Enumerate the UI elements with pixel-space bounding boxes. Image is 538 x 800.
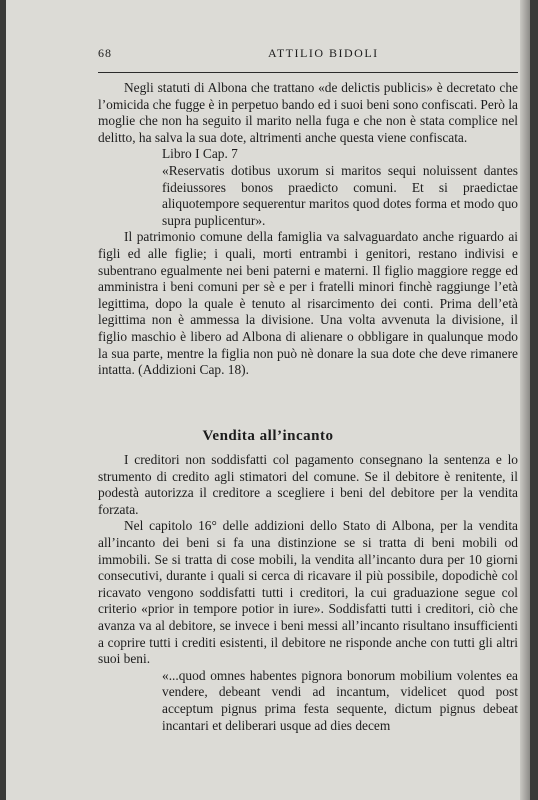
paragraph-creditori: I creditori non soddisfatti col pagamento consegnano la sentenza e lo strumento di credito agli stimatori del comune. Se il debitore è renitente, il podestà autorizza il creditore a scegliere i beni del debitore per la vendita forzata.: [98, 452, 518, 517]
paragraph-patrimonio: Il patrimonio comune della famiglia va salvaguardato anche riguardo ai figli ed alle figlie; i quali, morti entrambi i genitori, restano indivisi e subentrano egualmente nei beni paterni e materni. Il figlio maggiore regge ed amministra i beni comuni per sè e per i fratelli minori finchè raggiunge l’età legittima, dopo la quale è tenuto al risarcimento dei conti. Prima dell’età legittima non è ammessa la divisione. Una volta avvenuta la divisione, il figlio maschio è libero ad Albona di alienare o obbligare in qualunque modo la sua parte, mentre la figlia non può nè donare la sua dote che deve rimanere intatta. (Addizioni Cap. 18).: [98, 229, 518, 378]
latin-quote-2: «...quod omnes habentes pignora bonorum mobilium volentes ea vendere, debeant vendi ad incantum, videlicet quod post acceptum pignus prima festa sequente, dictum pignus debeat incantari et deliberari usque ad dies decem: [162, 667, 518, 733]
page-number: 68: [98, 46, 112, 60]
latin-quote-1: «Reservatis dotibus uxorum si maritos sequi noluissent dantes fideiussores bonos praedicto comuni. Et si praedictae aliquotempore sequerentur maritos quod dotes forma et modo quo supra puplicentur».: [162, 162, 518, 228]
paragraph-capitolo: Nel capitolo 16° delle addizioni dello Stato di Albona, per la vendita all’incanto dei beni si fa una distinzione se si tratta di beni mobili od immobili. Se si tratta di cose mobili, la vendita all’incanto dura per 10 giorni consecutivi, durante i quali si cerca di ricavare il più possibile, dopodichè col ricavato vengono soddisfatti tutti i creditori, la cui graduazione segue col criterio «prior in tempore potior in iure». Soddisfatti tutti i creditori, ciò che avanza va al debitore, se invece i beni messi all’incanto risultano insufficienti a coprire tutti i crediti esistenti, il debitore ne risponde anche con tutti gli altri suoi beni.: [98, 518, 518, 667]
paragraph-statuti: Negli statuti di Albona che trattano «de delictis publicis» è decretato che l’omicida che fugge è in perpetuo bando ed i suoi beni sono confiscati. Però la moglie che non ha seguito il marito nella fuga e che non è stata complice nel delitto, ha salva la sua dote, altrimenti anche questa viene confiscata.: [98, 80, 518, 145]
text-block-1: [98, 80, 518, 379]
paragraph-reference: Libro I Cap. 7: [162, 146, 238, 162]
page-edge-shadow: [520, 0, 530, 800]
book-page: [6, 0, 530, 800]
text-block-2: [98, 452, 518, 734]
header-rule: [98, 72, 518, 73]
section-heading: Vendita all’incanto: [202, 428, 334, 444]
running-title: ATTILIO BIDOLI: [268, 46, 379, 60]
